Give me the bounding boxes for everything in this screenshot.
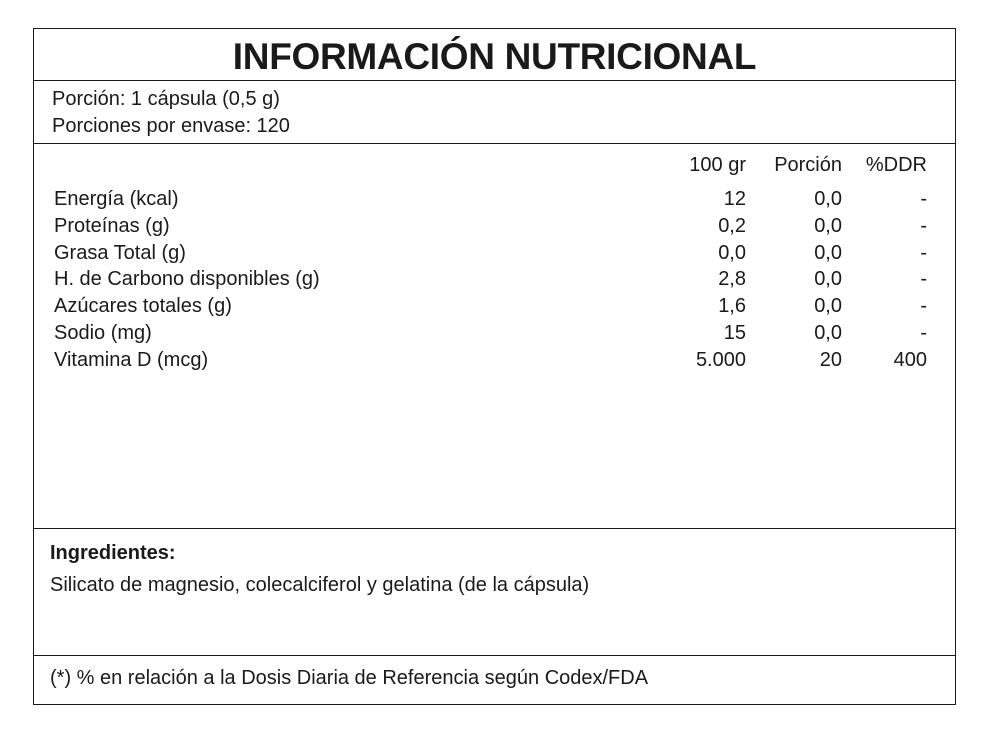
value-per-portion: 0,0: [814, 295, 842, 318]
value-per-portion: 0,0: [814, 268, 842, 291]
serving-info: [34, 81, 955, 144]
value-ddr: -: [920, 268, 927, 291]
value-per-100gr: 1,6: [718, 295, 746, 318]
column-header-100gr: 100 gr: [689, 154, 746, 176]
value-per-100gr: 0,2: [718, 214, 746, 237]
table-row: [34, 293, 955, 320]
table-row: [34, 266, 955, 293]
nutrition-facts-panel: [33, 28, 956, 705]
value-per-100gr: 15: [723, 322, 746, 344]
value-ddr: -: [920, 241, 927, 264]
serving-size: Porción: 1 cápsula (0,5 g): [52, 88, 280, 110]
table-row: [34, 240, 955, 267]
value-per-portion: 0,0: [814, 188, 842, 210]
footnote: (*) % en relación a la Dosis Diaria de Referencia según Codex/FDA: [50, 667, 649, 689]
value-per-portion: 0,0: [814, 322, 842, 344]
table-row: [34, 213, 955, 240]
ingredients-section: [34, 529, 955, 656]
value-ddr: 400: [893, 348, 927, 371]
nutrient-name: Sodio (mg): [54, 322, 152, 344]
value-per-portion: 20: [819, 348, 842, 371]
value-per-100gr: 12: [723, 188, 746, 210]
value-per-100gr: 5.000: [695, 348, 746, 371]
title-row: [34, 29, 955, 81]
column-header-ddr: %DDR: [865, 154, 927, 176]
nutrient-name: Grasa Total (g): [54, 241, 186, 264]
column-header-portion: Porción: [774, 154, 842, 176]
ingredients-text: Silicato de magnesio, colecalciferol y gelatina (de la cápsula): [50, 574, 590, 596]
nutrient-name: Azúcares totales (g): [54, 295, 232, 318]
nutrient-name: Energía (kcal): [54, 188, 179, 210]
table-row: [34, 347, 955, 374]
value-ddr: -: [920, 322, 927, 344]
ingredients-title: Ingredientes:: [50, 542, 176, 564]
value-per-portion: 0,0: [814, 241, 842, 264]
value-per-100gr: 2,8: [718, 268, 746, 291]
value-ddr: -: [920, 295, 927, 318]
value-per-100gr: 0,0: [718, 241, 746, 264]
nutrient-name: Vitamina D (mcg): [54, 348, 209, 371]
nutrient-name: Proteínas (g): [54, 214, 170, 237]
panel-title: INFORMACIÓN NUTRICIONAL: [232, 35, 757, 77]
table-row: [34, 186, 955, 213]
value-per-portion: 0,0: [814, 214, 842, 237]
nutrition-table: [34, 144, 955, 529]
value-ddr: -: [920, 214, 927, 237]
servings-per-container: Porciones por envase: 120: [52, 115, 290, 137]
table-row: [34, 320, 955, 347]
value-ddr: -: [920, 188, 927, 210]
nutrient-name: H. de Carbono disponibles (g): [54, 268, 320, 291]
